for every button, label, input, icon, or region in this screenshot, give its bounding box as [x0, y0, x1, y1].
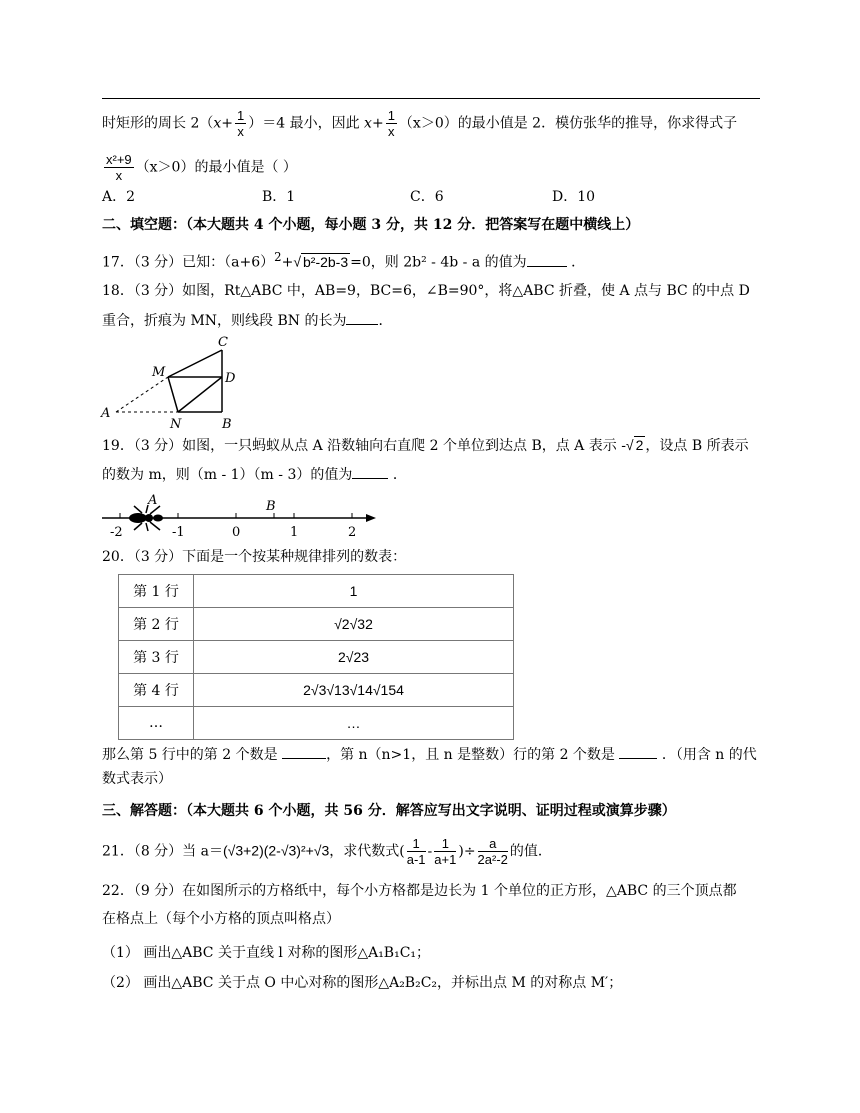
q17-sup: 2 — [274, 250, 282, 264]
frac1-den: x — [237, 124, 244, 139]
q16-option-a: A．2 — [102, 189, 136, 205]
axis-arrow — [366, 514, 376, 522]
q18-blank — [346, 310, 378, 325]
q19-number-line — [98, 490, 388, 542]
q20-text-c: ．（用含 n 的代 — [661, 747, 757, 763]
frac1b-den: x — [388, 124, 395, 139]
q17-text-a: 17．（3 分）已知：（a+6） — [102, 254, 275, 271]
q19-line1 — [102, 436, 749, 455]
q17-sqrt: √ b²-2b-3 — [293, 253, 349, 270]
q20-blank1 — [282, 744, 326, 759]
header-rule — [102, 98, 760, 99]
axis-label-a: A — [148, 493, 158, 508]
q18-end: ． — [378, 313, 393, 329]
q22-sub1: （1） 画出△ABC 关于直线 l 对称的图形△A₁B₁C₁； — [102, 945, 431, 961]
q20-blank2 — [619, 744, 657, 759]
q21-frac3 — [478, 836, 508, 867]
q22-line2: 在格点上（每个小方格的顶点叫格点） — [102, 911, 340, 927]
q16-line2 — [102, 152, 297, 183]
q18-figure — [98, 332, 258, 432]
q21-div: ÷ — [463, 843, 476, 860]
q18-label-a: A — [101, 406, 111, 421]
row-value: 2√23 — [194, 641, 514, 674]
q21-frac2 — [434, 836, 456, 867]
ant-icon — [129, 505, 163, 531]
q21-frac1 — [407, 836, 426, 867]
row-value: … — [194, 707, 514, 740]
q16-frac1b — [386, 108, 397, 139]
q16-option-d: D．10 — [552, 189, 596, 205]
q22-line1: 22．（9 分）在如图所示的方格纸中，每个小方格都是边长为 1 个单位的正方形，△ABC 的三个顶点都 — [102, 883, 737, 899]
row-value: 2√3√13√14√154 — [194, 674, 514, 707]
q20-line: 20．（3 分）下面是一个按某种规律排列的数表： — [102, 549, 407, 565]
row-label: … — [119, 707, 194, 740]
q16-plus: + — [221, 115, 233, 132]
q18-seg-mc — [168, 350, 222, 377]
axis-label-2: 2 — [348, 525, 357, 540]
q18-label-b: B — [222, 417, 232, 432]
row-value: √2√32 — [194, 608, 514, 641]
q17-blank — [527, 252, 567, 267]
q21-f1-num: 1 — [407, 836, 426, 852]
q19-end: ． — [392, 467, 407, 483]
q21-text-b: ，求代数式 — [329, 843, 400, 860]
row-label: 第 3 行 — [119, 641, 194, 674]
q18-label-c: C — [218, 335, 228, 350]
row-label: 第 2 行 — [119, 608, 194, 641]
q21-expr: (√3+2)(2-√3)²+√3 — [222, 842, 330, 859]
frac1-num: 1 — [237, 108, 245, 123]
row-value: 1 — [194, 575, 514, 608]
frac2-den: x — [115, 168, 123, 183]
axis-label-0: 0 — [232, 525, 241, 540]
q20-table — [118, 574, 514, 740]
table-row — [119, 674, 514, 707]
table-row — [119, 641, 514, 674]
q19-sqrt: √ 2 — [625, 437, 644, 453]
q16-plus2: + — [371, 115, 384, 132]
q16-text-c: （x＞0）的最小值是 2．模仿张华的推导，你求得式子 — [398, 115, 738, 132]
q17-end: ． — [571, 254, 586, 271]
q16-text-a: 时矩形的周长 2（ — [102, 115, 214, 132]
q19-radicand: 2 — [635, 437, 644, 453]
q18-label-n: N — [170, 417, 182, 432]
q16-var-x2: x — [364, 115, 372, 132]
q18-label-m: M — [152, 365, 166, 380]
section2-heading: 二、填空题：（本大题共 4 个小题，每小题 3 分，共 12 分．把答案写在题中横线上） — [102, 217, 640, 233]
table-row — [119, 707, 514, 740]
q19-text-b: ，设点 B 所表示 — [645, 438, 749, 454]
q16-text-2: （x＞0）的最小值是（ ） — [135, 159, 297, 176]
q18-text: 重合，折痕为 MN，则线段 BN 的长为 — [102, 313, 347, 329]
frac1b-num: 1 — [387, 108, 395, 123]
q19-text-2: 的数为 m，则（m - 1）（m - 3）的值为 — [102, 467, 353, 483]
frac2-num: x²+9 — [106, 152, 132, 167]
axis-label-1: 1 — [290, 525, 299, 540]
q21-f1-den: a-1 — [406, 852, 426, 867]
q19-line2 — [102, 464, 407, 484]
q19-text-a: 19．（3 分）如图，一只蚂蚁从点 A 沿数轴向右直爬 2 个单位到达点 B，点 A 表示 - — [102, 438, 626, 454]
q18-label-d: D — [225, 371, 236, 386]
row-label: 第 1 行 — [119, 575, 194, 608]
q18-seg-mn — [168, 377, 178, 412]
q21-f3-den: 2a²-2 — [477, 852, 508, 867]
q22-sub2: （2） 画出△ABC 关于点 O 中心对称的图形△A₂B₂C₂，并标出点 M 的对称点 M′； — [102, 975, 623, 991]
q16-var-x: x — [213, 115, 222, 132]
q21-text-a: 21．（8 分）当 a＝ — [102, 843, 223, 860]
q16-frac2 — [104, 152, 134, 183]
axis-label-m1: -1 — [172, 525, 185, 540]
q17-plus: + — [281, 254, 294, 271]
q16-frac1 — [235, 108, 246, 139]
table-row — [119, 575, 514, 608]
q21: 21．（8 分）当 a＝(√3+2)(2-√3)²+√3，求代数式( $\frac{1}{a-1}$ - $\frac{1}{a+1}$ )÷ $\frac{a}{\text{2a²-2}}$ 的值． — [102, 836, 552, 867]
q20-after2: 数式表示） — [102, 771, 172, 787]
q18-line1: 18．（3 分）如图，Rt△ABC 中，AB=9，BC=6，∠B=90°，将△ABC 折叠，使 A 点与 BC 的中点 D — [102, 283, 750, 299]
q16-option-b: B．1 — [262, 189, 296, 205]
q21-f2-num: 1 — [434, 836, 456, 852]
q21-text-c: 的值． — [509, 843, 552, 860]
table-row — [119, 608, 514, 641]
section3-heading: 三、解答题：（本大题共 6 个小题，共 56 分．解答应写出文字说明、证明过程或演算步骤） — [102, 803, 676, 819]
q20-text-a: 那么第 5 行中的第 2 个数是 — [102, 747, 278, 763]
q16-line1 — [102, 108, 737, 139]
axis-label-m2: -2 — [110, 525, 123, 540]
q21-f3-num: a — [478, 836, 508, 852]
q18-seg-am — [116, 377, 168, 412]
q20-after1 — [102, 744, 757, 764]
q18-seg-nd — [178, 377, 222, 412]
axis-label-b: B — [266, 499, 276, 514]
q17-text-b: =0，则 2b² - 4b - a 的值为 — [350, 254, 527, 271]
q21-f2-den: a+1 — [434, 852, 457, 867]
q16-option-c: C．6 — [410, 189, 444, 205]
q17 — [102, 248, 585, 272]
q16-text-b: ）＝4 最小，因此 — [248, 115, 365, 132]
q20-text-b: ，第 n（n>1，且 n 是整数）行的第 2 个数是 — [326, 747, 615, 763]
q17-radicand: b²-2b-3 — [303, 253, 349, 270]
row-label: 第 4 行 — [119, 674, 194, 707]
q19-blank — [352, 464, 388, 479]
q18-line2 — [102, 310, 392, 330]
